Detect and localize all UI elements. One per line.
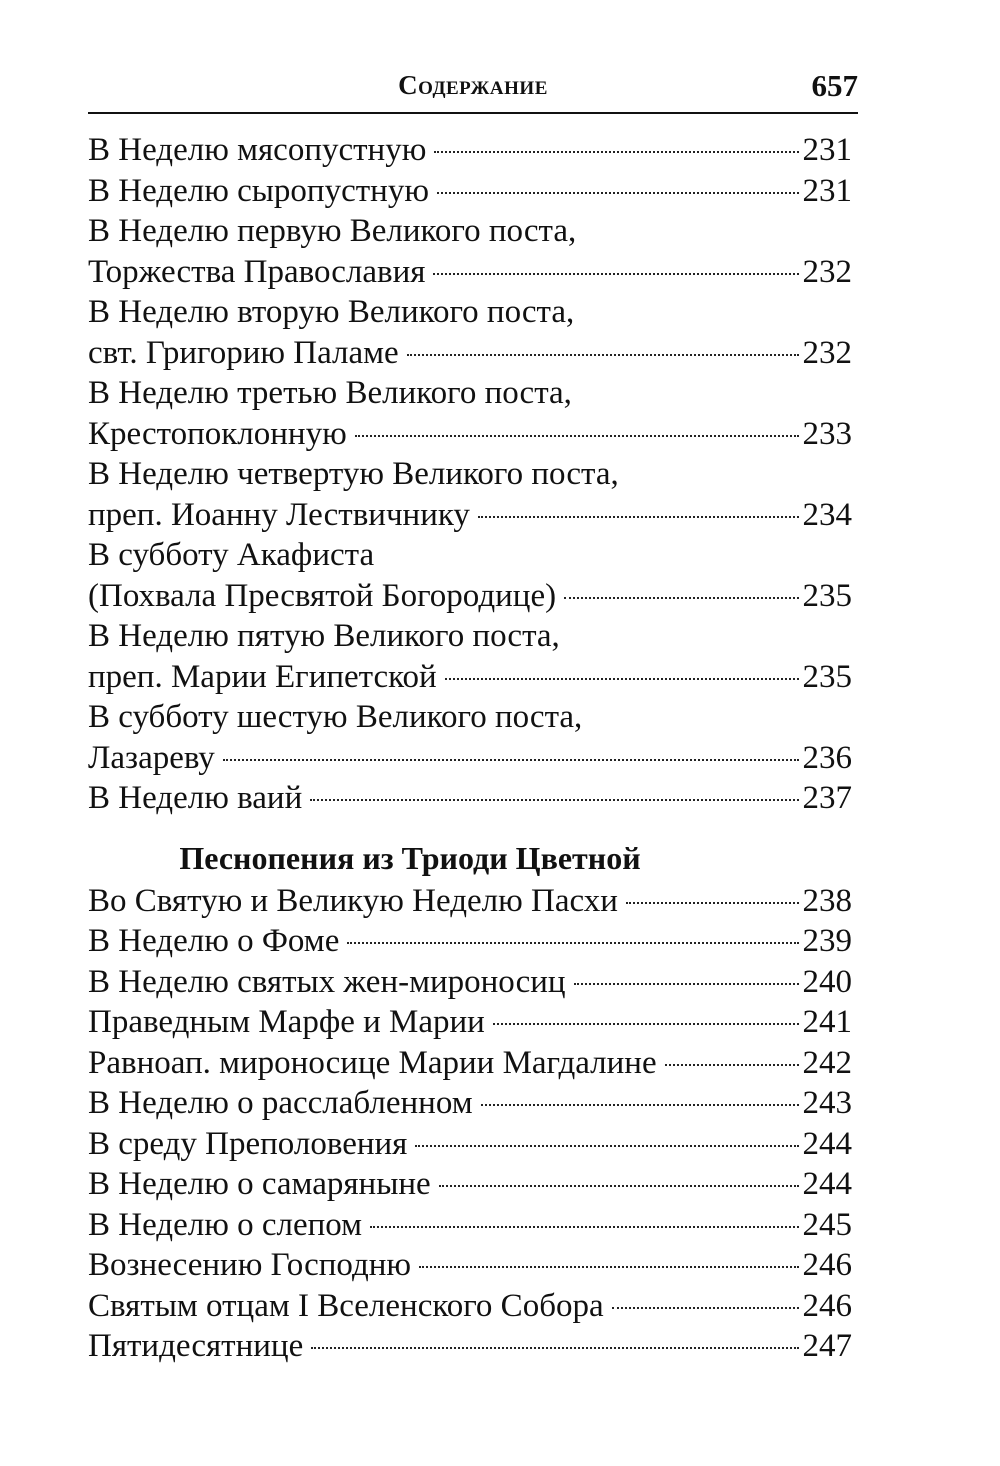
dot-leader bbox=[445, 678, 799, 680]
toc-entry bbox=[88, 454, 852, 535]
toc-entry bbox=[88, 130, 852, 171]
toc-page-number: 239 bbox=[802, 923, 852, 959]
dot-leader bbox=[347, 942, 798, 944]
toc-entry-text: свт. Григорию Паламе bbox=[88, 334, 399, 371]
dot-leader bbox=[433, 273, 798, 275]
toc-entry bbox=[88, 616, 852, 697]
toc-entry-line bbox=[88, 373, 852, 414]
toc-entry-line bbox=[88, 1245, 852, 1286]
toc-entry bbox=[88, 778, 852, 819]
toc-entry-text: В Неделю о самаряныне bbox=[88, 1166, 431, 1202]
toc-entry-line bbox=[88, 657, 852, 698]
toc-page-number: 235 bbox=[802, 658, 852, 695]
toc-entry-text: преп. Иоанну Лествичнику bbox=[88, 496, 470, 533]
toc-entry-line bbox=[88, 962, 852, 1003]
toc-entry-text: В Неделю сыропустную bbox=[88, 172, 429, 209]
toc-entry bbox=[88, 171, 852, 212]
toc-entry-line bbox=[88, 454, 852, 495]
toc-entry-line bbox=[88, 171, 852, 212]
section-heading: Песнопения из Триоди Цветной bbox=[179, 839, 641, 876]
dot-leader bbox=[355, 435, 799, 437]
toc-page-number: 242 bbox=[802, 1044, 852, 1081]
toc-page-number: 232 bbox=[802, 253, 852, 290]
toc-entry-line bbox=[88, 1083, 852, 1124]
toc-entry-text: Равноап. мироносице Марии Магдалине bbox=[88, 1044, 657, 1081]
toc-entry bbox=[88, 211, 852, 292]
toc-entry-text: В Неделю мясопустную bbox=[88, 132, 427, 168]
dot-leader bbox=[626, 902, 799, 904]
toc-entry-line bbox=[88, 414, 852, 455]
toc-group-triodion-flowery bbox=[88, 881, 852, 1367]
toc-entry-text: Пятидесятнице bbox=[88, 1328, 304, 1364]
dot-leader bbox=[439, 1185, 799, 1187]
dot-leader bbox=[478, 516, 799, 518]
toc-entry-text: В Неделю о слепом bbox=[88, 1206, 363, 1243]
toc-entry-text: В Неделю святых жен-мироносиц bbox=[88, 963, 566, 1000]
toc-entry-text: В Неделю ваий bbox=[88, 780, 303, 816]
toc-entry-text: Крестопоклонную bbox=[88, 415, 347, 452]
dot-leader bbox=[665, 1064, 799, 1066]
toc-entry-text: (Похвала Пресвятой Богородице) bbox=[88, 577, 557, 614]
toc-page-number: 233 bbox=[802, 415, 852, 452]
toc-page-number: 247 bbox=[802, 1328, 852, 1364]
toc-entry-line bbox=[88, 495, 852, 536]
dot-leader bbox=[564, 597, 798, 599]
toc-entry-line bbox=[88, 738, 852, 779]
dot-leader bbox=[370, 1226, 798, 1228]
toc-entry-line bbox=[88, 1124, 852, 1165]
toc-page-number: 232 bbox=[802, 334, 852, 371]
toc-entry-text: В Неделю четвертую Великого поста, bbox=[88, 456, 619, 492]
toc-entry bbox=[88, 1002, 852, 1043]
toc-entry-line bbox=[88, 252, 852, 293]
dot-leader bbox=[574, 983, 799, 985]
toc-entry bbox=[88, 1286, 852, 1327]
header-page-number: 657 bbox=[811, 68, 858, 103]
toc-entry-line bbox=[88, 1205, 852, 1246]
toc-entry-line bbox=[88, 333, 852, 374]
toc-group-triodion-lenten bbox=[88, 130, 852, 819]
running-header bbox=[88, 68, 858, 114]
toc-entry-line bbox=[88, 576, 852, 617]
toc-entry bbox=[88, 1043, 852, 1084]
toc-page-number: 235 bbox=[802, 577, 852, 614]
toc-page-number: 244 bbox=[802, 1125, 852, 1162]
toc-page-number: 240 bbox=[802, 963, 852, 1000]
toc-page-number: 234 bbox=[802, 496, 852, 533]
toc-page-number: 237 bbox=[802, 780, 852, 816]
toc-entry-text: Святым отцам I Вселенского Собора bbox=[88, 1287, 604, 1324]
toc-page-number: 244 bbox=[802, 1166, 852, 1202]
toc-entry-line bbox=[88, 1164, 852, 1205]
toc-entry bbox=[88, 697, 852, 778]
toc-entry-text: В субботу Акафиста bbox=[88, 537, 375, 573]
toc-entry-line bbox=[88, 921, 852, 962]
toc-entry-line bbox=[88, 881, 852, 922]
toc-entry-text: В Неделю о Фоме bbox=[88, 923, 340, 959]
toc-page-number: 231 bbox=[802, 132, 852, 168]
dot-leader bbox=[493, 1023, 799, 1025]
toc-entry-text: Во Святую и Великую Неделю Пасхи bbox=[88, 882, 618, 919]
dot-leader bbox=[481, 1104, 799, 1106]
dot-leader bbox=[311, 1347, 798, 1349]
toc-entry-text: В Неделю пятую Великого поста, bbox=[88, 618, 560, 654]
toc-entry-line bbox=[88, 211, 852, 252]
toc-page-number: 231 bbox=[802, 172, 852, 209]
toc-entry bbox=[88, 535, 852, 616]
toc-entry-line bbox=[88, 1326, 852, 1367]
dot-leader bbox=[437, 192, 799, 194]
table-of-contents bbox=[88, 130, 852, 1367]
toc-page-number: 236 bbox=[802, 739, 852, 776]
toc-entry-line bbox=[88, 1286, 852, 1327]
dot-leader bbox=[223, 759, 799, 761]
toc-page-number: 246 bbox=[802, 1247, 852, 1283]
toc-entry bbox=[88, 1245, 852, 1286]
toc-entry bbox=[88, 962, 852, 1003]
toc-entry-line bbox=[88, 778, 852, 819]
toc-entry-line bbox=[88, 616, 852, 657]
toc-entry-text: Праведным Марфе и Марии bbox=[88, 1004, 485, 1040]
toc-entry-text: Лазареву bbox=[88, 739, 215, 776]
toc-entry bbox=[88, 1124, 852, 1165]
toc-entry-line bbox=[88, 292, 852, 333]
toc-entry-text: В Неделю первую Великого поста, bbox=[88, 213, 577, 249]
toc-page-number: 246 bbox=[802, 1287, 852, 1324]
dot-leader bbox=[415, 1145, 798, 1147]
toc-entry-text: В среду Преполовения bbox=[88, 1125, 408, 1162]
toc-entry-text: В Неделю о расслабленном bbox=[88, 1085, 473, 1121]
dot-leader bbox=[419, 1266, 798, 1268]
toc-entry-text: Торжества Православия bbox=[88, 253, 426, 290]
toc-entry-line bbox=[88, 535, 852, 576]
dot-leader bbox=[434, 151, 798, 153]
toc-entry-text: В субботу шестую Великого поста, bbox=[88, 699, 583, 735]
toc-entry-line bbox=[88, 1002, 852, 1043]
toc-entry bbox=[88, 1205, 852, 1246]
toc-entry-text: В Неделю третью Великого поста, bbox=[88, 375, 572, 411]
toc-entry-text: В Неделю вторую Великого поста, bbox=[88, 294, 575, 330]
toc-entry bbox=[88, 921, 852, 962]
toc-entry bbox=[88, 1083, 852, 1124]
toc-page-number: 241 bbox=[802, 1004, 852, 1040]
toc-entry bbox=[88, 1164, 852, 1205]
toc-entry-line bbox=[88, 130, 852, 171]
dot-leader bbox=[310, 799, 798, 801]
toc-page-number: 243 bbox=[802, 1085, 852, 1121]
dot-leader bbox=[612, 1307, 799, 1309]
toc-entry bbox=[88, 1326, 852, 1367]
toc-entry-text: Вознесению Господню bbox=[88, 1247, 412, 1283]
toc-entry bbox=[88, 373, 852, 454]
toc-page-number: 238 bbox=[802, 882, 852, 919]
toc-page-number: 245 bbox=[802, 1206, 852, 1243]
toc-entry-line bbox=[88, 1043, 852, 1084]
toc-entry-text: преп. Марии Египетской bbox=[88, 658, 437, 695]
toc-entry bbox=[88, 881, 852, 922]
header-title: Содержание bbox=[398, 70, 548, 100]
dot-leader bbox=[407, 354, 799, 356]
toc-entry bbox=[88, 292, 852, 373]
toc-entry-line bbox=[88, 697, 852, 738]
